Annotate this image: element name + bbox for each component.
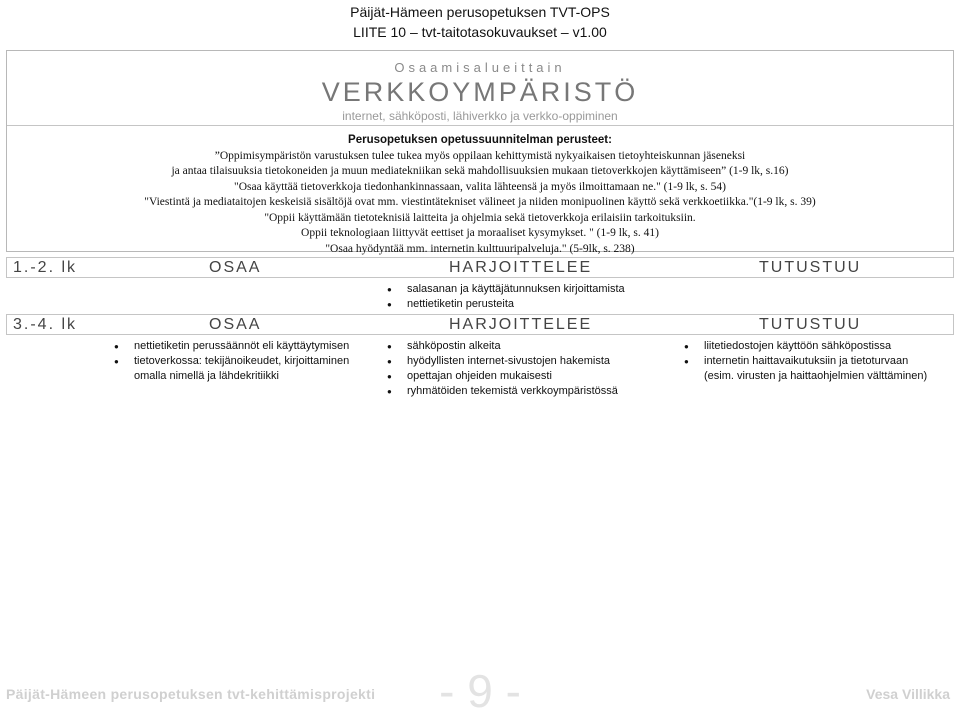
quote-heading: Perusopetuksen opetussuunnitelman perusteet: — [348, 134, 612, 146]
list-item: ● opettajan ohjeiden mukaisesti — [387, 369, 667, 384]
list-item: ● ryhmätöiden tekemistä verkkoympäristössä — [387, 384, 667, 399]
section-title: VERKKOYMPÄRISTÖ — [321, 77, 639, 107]
page-number: - 9 - — [439, 665, 521, 717]
harjoittelee-list-3-4 — [387, 339, 667, 399]
column-heading-harjoittelee: HARJOITTELEE — [449, 259, 593, 276]
quote-line: ”Oppimisympäristön varustuksen tulee tukea myös oppilaan kehittymistä nykyaikaisen tietoyhteiskunnan jäseneksi — [214, 149, 746, 162]
divider — [7, 125, 953, 126]
column-heading-osaa: OSAA — [209, 259, 262, 276]
section-kicker: Osaamisalueittain — [394, 60, 566, 75]
list-item: ● tietoverkossa: tekijänoikeudet, kirjoittaminen — [114, 354, 374, 369]
quote-line: ja antaa tilaisuuksia tietokoneiden ja muun mediatekniikan sekä mahdollisuuksien mukaan tietoverkkojen käyttämiseen” (1-9 lk, s.16) — [171, 165, 789, 177]
section-subtitle: internet, sähköposti, lähiverkko ja verkko-oppiminen — [342, 109, 618, 123]
intro-box — [6, 50, 954, 255]
grade-band-1-2 — [6, 257, 954, 278]
grade-label: 1.-2. lk — [13, 259, 78, 276]
list-item: ● salasanan ja käyttäjätunnuksen kirjoittamista — [387, 282, 667, 297]
column-heading-osaa: OSAA — [209, 316, 262, 333]
quote-line: "Viestintä ja mediataitojen keskeisiä sisältöjä ovat mm. viestintätekniset välineet ja niiden monipuolinen käyttö sekä verkkoetiikka."(1-9 lk, s. 39) — [144, 196, 816, 208]
tutustuu-list-3-4 — [684, 339, 954, 384]
grade-label: 3.-4. lk — [13, 316, 78, 333]
curriculum-quote — [7, 133, 953, 257]
quote-line: "Oppii käyttämään tietoteknisiä laitteita ja ohjelmia sekä tietoverkkoja erilaisiin tarkoituksiin. — [264, 211, 696, 224]
column-heading-harjoittelee: HARJOITTELEE — [449, 316, 593, 333]
column-heading-tutustuu: TUTUSTUU — [759, 316, 862, 333]
quote-line: "Osaa käyttää tietoverkkoja tiedonhankinnassaan, valita lähteensä ja myös ilmoittamaan ne." (1-9 lk, s. 54) — [234, 180, 726, 193]
list-item: ● nettietiketin perusteita — [387, 297, 667, 312]
list-item: ● hyödyllisten internet-sivustojen hakemista — [387, 354, 667, 369]
list-item: ● nettietiketin perussäännöt eli käyttäytymisen — [114, 339, 374, 354]
list-item-continuation: omalla nimellä ja lähdekritiikki — [134, 370, 279, 382]
quote-line: "Osaa hyödyntää mm. internetin kulttuuripalveluja." (5-9lk, s. 238) — [325, 242, 635, 255]
column-heading-tutustuu: TUTUSTUU — [759, 259, 862, 276]
document-header-subtitle: LIITE 10 – tvt-taitotasokuvaukset – v1.00 — [353, 24, 607, 40]
footer-project-name: Päijät-Hämeen perusopetuksen tvt-kehittämisprojekti — [6, 686, 376, 702]
list-item: ● liitetiedostojen käyttöön sähköpostissa — [684, 339, 954, 354]
harjoittelee-list-1-2 — [387, 282, 667, 312]
document-header-title: Päijät-Hämeen perusopetuksen TVT-OPS — [350, 4, 610, 20]
osaa-list-3-4 — [114, 339, 374, 384]
list-item-continuation: (esim. virusten ja haittaohjelmien välttäminen) — [704, 370, 928, 382]
quote-line: Oppii teknologiaan liittyvät eettiset ja moraaliset kysymykset. " (1-9 lk, s. 41) — [301, 227, 659, 239]
footer-author: Vesa Villikka — [866, 686, 950, 702]
grade-band-3-4 — [6, 314, 954, 335]
list-item: ● sähköpostin alkeita — [387, 339, 667, 354]
list-item: ● internetin haittavaikutuksiin ja tietoturvaan — [684, 354, 954, 369]
